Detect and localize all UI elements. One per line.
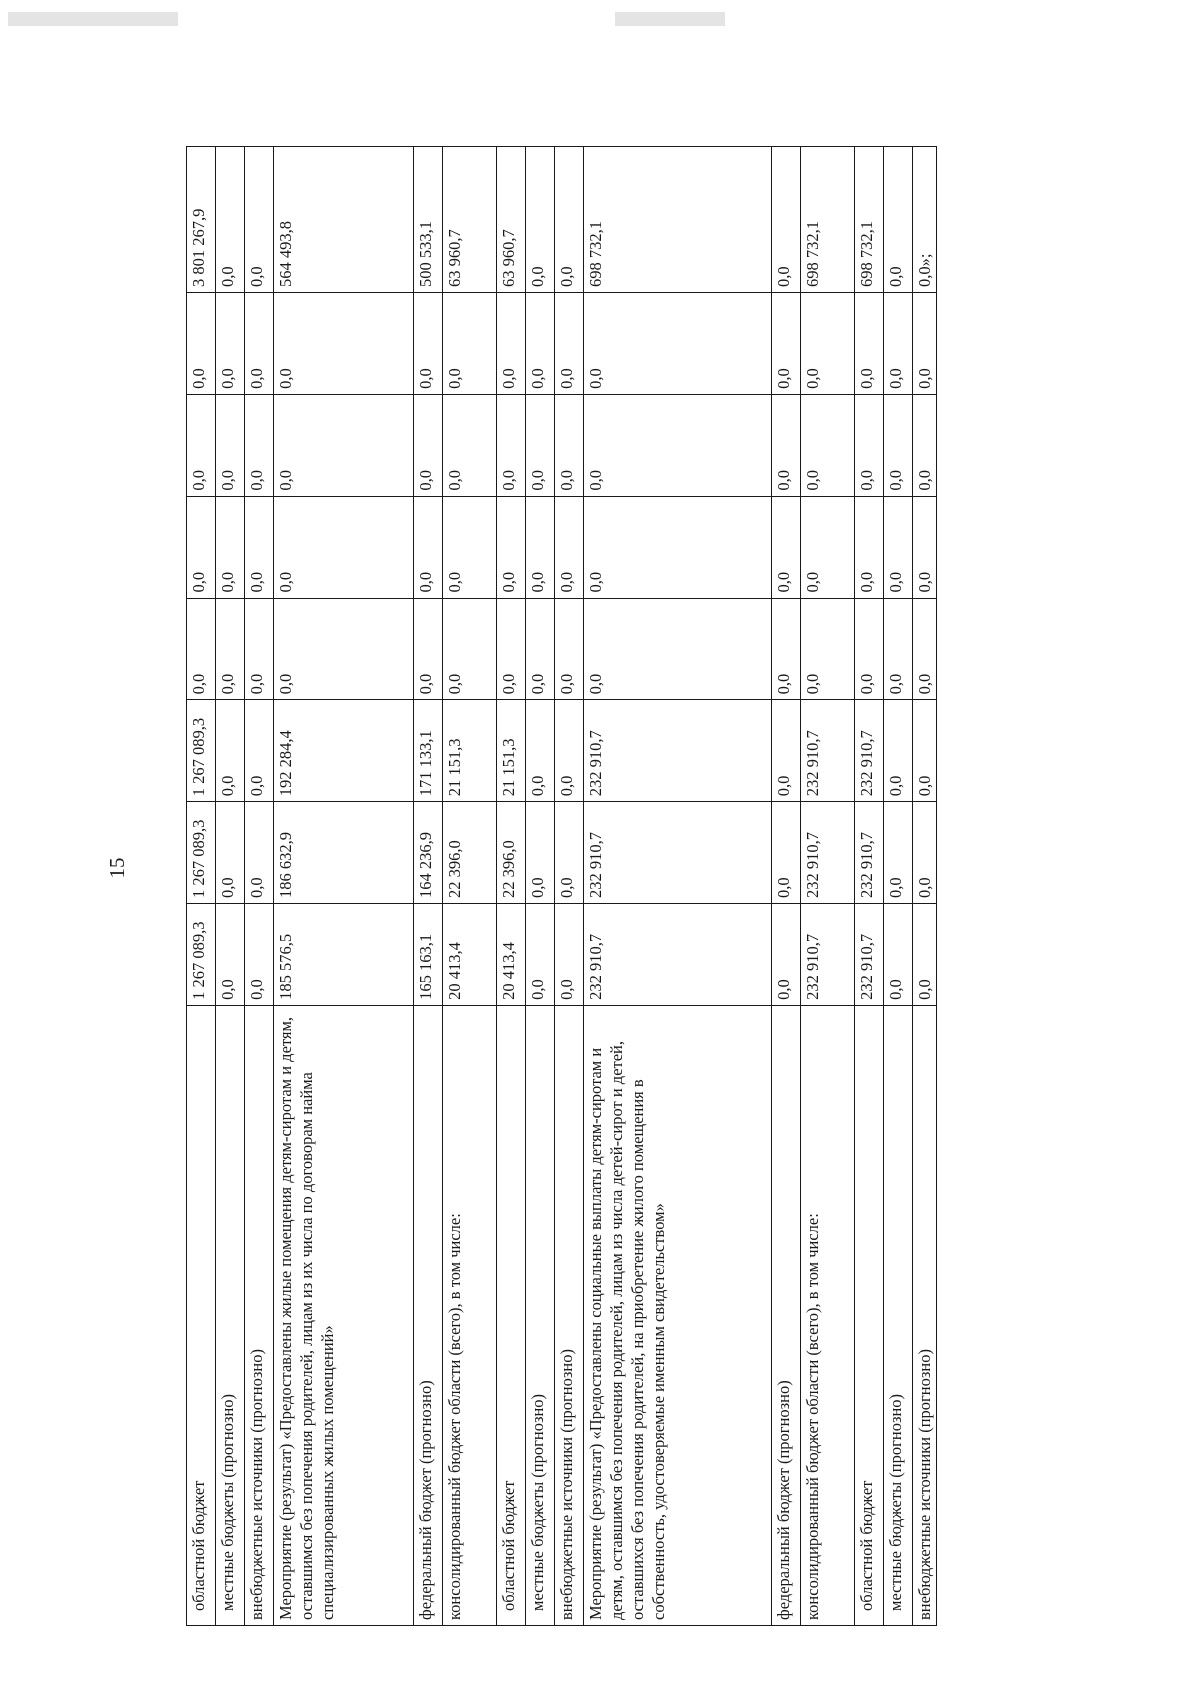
table-row: [855, 147, 884, 1626]
value-cell: 0,0: [772, 802, 801, 904]
value-cell: 0,0: [772, 904, 801, 1006]
table-row: [443, 147, 497, 1626]
value-cell: 232 910,7: [584, 802, 772, 904]
value-cell: 0,0: [274, 598, 414, 700]
value-cell: 0,0: [855, 496, 884, 598]
row-label: местные бюджеты (прогнозно): [526, 1005, 555, 1625]
value-cell: 164 236,9: [414, 802, 443, 904]
value-cell: 0,0: [216, 598, 245, 700]
scan-artifact: [615, 12, 725, 26]
table-row: [913, 147, 937, 1626]
value-cell: 0,0: [443, 598, 497, 700]
value-cell: 1 267 089,3: [187, 802, 216, 904]
value-cell: 186 632,9: [274, 802, 414, 904]
value-cell: 0,0: [855, 292, 884, 394]
value-cell: 22 396,0: [497, 802, 526, 904]
value-cell: 0,0: [497, 598, 526, 700]
value-cell: 0,0: [187, 496, 216, 598]
table-row: [274, 147, 414, 1626]
value-cell: 0,0: [913, 700, 937, 802]
value-cell: 171 133,1: [414, 700, 443, 802]
value-cell: 232 910,7: [855, 904, 884, 1006]
value-cell: 0,0: [526, 802, 555, 904]
value-cell: 0,0: [772, 700, 801, 802]
value-cell: 500 533,1: [414, 147, 443, 293]
value-cell: 0,0: [414, 598, 443, 700]
value-cell: 0,0: [274, 496, 414, 598]
value-cell: 0,0: [526, 292, 555, 394]
value-cell: 0,0: [443, 394, 497, 496]
value-cell: 0,0: [555, 598, 584, 700]
value-cell: 0,0: [245, 598, 274, 700]
value-cell: 0,0: [216, 700, 245, 802]
row-label: областной бюджет: [855, 1005, 884, 1625]
value-cell: 0,0: [526, 394, 555, 496]
table-row: [884, 147, 913, 1626]
row-label: Мероприятие (результат) «Предоставлены социальные выплаты детям-сиротам и детям, оставшимся без попечения родителей, лицам из числа детей-сирот и детей, оставшихся без попечения родителей, на приобретение жилого помещения в собственность, удостоверяемые именным свидетельством»: [584, 1005, 772, 1625]
value-cell: 0,0: [913, 292, 937, 394]
value-cell: 0,0: [497, 496, 526, 598]
value-cell: 0,0: [526, 147, 555, 293]
value-cell: 21 151,3: [443, 700, 497, 802]
value-cell: 0,0: [555, 700, 584, 802]
value-cell: 0,0: [555, 292, 584, 394]
value-cell: 0,0: [772, 147, 801, 293]
value-cell: 0,0: [555, 802, 584, 904]
value-cell: 0,0: [245, 496, 274, 598]
value-cell: 232 910,7: [801, 802, 855, 904]
value-cell: 0,0: [216, 496, 245, 598]
value-cell: 232 910,7: [855, 700, 884, 802]
value-cell: 0,0: [274, 394, 414, 496]
value-cell: 0,0: [526, 496, 555, 598]
row-label: внебюджетные источники (прогнозно): [913, 1005, 937, 1625]
value-cell: 0,0: [555, 147, 584, 293]
value-cell: 232 910,7: [801, 904, 855, 1006]
value-cell: 0,0: [772, 598, 801, 700]
value-cell: 20 413,4: [497, 904, 526, 1006]
value-cell: 232 910,7: [801, 700, 855, 802]
value-cell: 0,0: [526, 904, 555, 1006]
funding-table: [186, 146, 937, 1626]
value-cell: 0,0: [772, 496, 801, 598]
value-cell: 0,0: [526, 700, 555, 802]
value-cell: 0,0: [414, 292, 443, 394]
value-cell: 20 413,4: [443, 904, 497, 1006]
table-row: [245, 147, 274, 1626]
value-cell: 0,0: [884, 904, 913, 1006]
value-cell: 21 151,3: [497, 700, 526, 802]
value-cell: 232 910,7: [855, 802, 884, 904]
value-cell: 0,0: [855, 394, 884, 496]
value-cell: 0,0: [772, 292, 801, 394]
value-cell: 0,0: [801, 598, 855, 700]
value-cell: 0,0: [497, 292, 526, 394]
value-cell: 564 493,8: [274, 147, 414, 293]
value-cell: 63 960,7: [497, 147, 526, 293]
value-cell: 0,0: [913, 598, 937, 700]
value-cell: 0,0: [884, 292, 913, 394]
value-cell: 232 910,7: [584, 700, 772, 802]
table-row: [772, 147, 801, 1626]
value-cell: 0,0: [245, 292, 274, 394]
value-cell: 0,0: [884, 394, 913, 496]
value-cell: 0,0»;: [913, 147, 937, 293]
value-cell: 1 267 089,3: [187, 700, 216, 802]
row-label: федеральный бюджет (прогнозно): [414, 1005, 443, 1625]
value-cell: 0,0: [187, 394, 216, 496]
row-label: консолидированный бюджет области (всего), в том числе:: [801, 1005, 855, 1625]
value-cell: 0,0: [913, 394, 937, 496]
value-cell: 1 267 089,3: [187, 904, 216, 1006]
row-label: Мероприятие (результат) «Предоставлены жилые помещения детям-сиротам и детям, оставшимся без попечения родителей, лицам из их числа по договорам найма специализированных жилых помещений»: [274, 1005, 414, 1625]
row-label: местные бюджеты (прогнозно): [216, 1005, 245, 1625]
value-cell: 0,0: [216, 904, 245, 1006]
row-label: федеральный бюджет (прогнозно): [772, 1005, 801, 1625]
table-row: [414, 147, 443, 1626]
value-cell: 698 732,1: [584, 147, 772, 293]
value-cell: 0,0: [443, 496, 497, 598]
table-row: [801, 147, 855, 1626]
value-cell: 0,0: [855, 598, 884, 700]
value-cell: 185 576,5: [274, 904, 414, 1006]
value-cell: 0,0: [526, 598, 555, 700]
value-cell: 0,0: [884, 802, 913, 904]
value-cell: 0,0: [216, 394, 245, 496]
row-label: местные бюджеты (прогнозно): [884, 1005, 913, 1625]
value-cell: 165 163,1: [414, 904, 443, 1006]
value-cell: 0,0: [187, 292, 216, 394]
value-cell: 0,0: [245, 802, 274, 904]
value-cell: 0,0: [414, 394, 443, 496]
row-label: внебюджетные источники (прогнозно): [555, 1005, 584, 1625]
value-cell: 22 396,0: [443, 802, 497, 904]
value-cell: 0,0: [245, 904, 274, 1006]
value-cell: 0,0: [497, 394, 526, 496]
value-cell: 0,0: [584, 598, 772, 700]
table-row: [584, 147, 772, 1626]
row-label: областной бюджет: [497, 1005, 526, 1625]
value-cell: 0,0: [884, 147, 913, 293]
value-cell: 0,0: [584, 292, 772, 394]
funding-table-container: [186, 146, 934, 1626]
table-row: [187, 147, 216, 1626]
value-cell: 63 960,7: [443, 147, 497, 293]
value-cell: 0,0: [187, 598, 216, 700]
value-cell: 0,0: [801, 496, 855, 598]
value-cell: 0,0: [913, 904, 937, 1006]
value-cell: 0,0: [245, 147, 274, 293]
value-cell: 698 732,1: [801, 147, 855, 293]
row-label: консолидированный бюджет области (всего), в том числе:: [443, 1005, 497, 1625]
value-cell: 0,0: [584, 394, 772, 496]
value-cell: 0,0: [245, 394, 274, 496]
value-cell: 0,0: [801, 394, 855, 496]
value-cell: 0,0: [584, 496, 772, 598]
table-row: [555, 147, 584, 1626]
value-cell: 0,0: [884, 496, 913, 598]
row-label: областной бюджет: [187, 1005, 216, 1625]
value-cell: 232 910,7: [584, 904, 772, 1006]
value-cell: 0,0: [913, 496, 937, 598]
value-cell: 3 801 267,9: [187, 147, 216, 293]
value-cell: 0,0: [274, 292, 414, 394]
table-row: [216, 147, 245, 1626]
value-cell: 0,0: [216, 147, 245, 293]
value-cell: 0,0: [555, 904, 584, 1006]
table-row: [526, 147, 555, 1626]
value-cell: 698 732,1: [855, 147, 884, 293]
table-row: [497, 147, 526, 1626]
value-cell: 0,0: [216, 802, 245, 904]
value-cell: 0,0: [555, 496, 584, 598]
scan-artifact: [8, 12, 178, 26]
row-label: внебюджетные источники (прогнозно): [245, 1005, 274, 1625]
page-number: 15: [105, 857, 129, 879]
value-cell: 0,0: [245, 700, 274, 802]
value-cell: 0,0: [555, 394, 584, 496]
value-cell: 0,0: [216, 292, 245, 394]
value-cell: 0,0: [772, 394, 801, 496]
value-cell: 0,0: [884, 700, 913, 802]
value-cell: 0,0: [913, 802, 937, 904]
value-cell: 192 284,4: [274, 700, 414, 802]
value-cell: 0,0: [801, 292, 855, 394]
value-cell: 0,0: [884, 598, 913, 700]
value-cell: 0,0: [414, 496, 443, 598]
value-cell: 0,0: [443, 292, 497, 394]
